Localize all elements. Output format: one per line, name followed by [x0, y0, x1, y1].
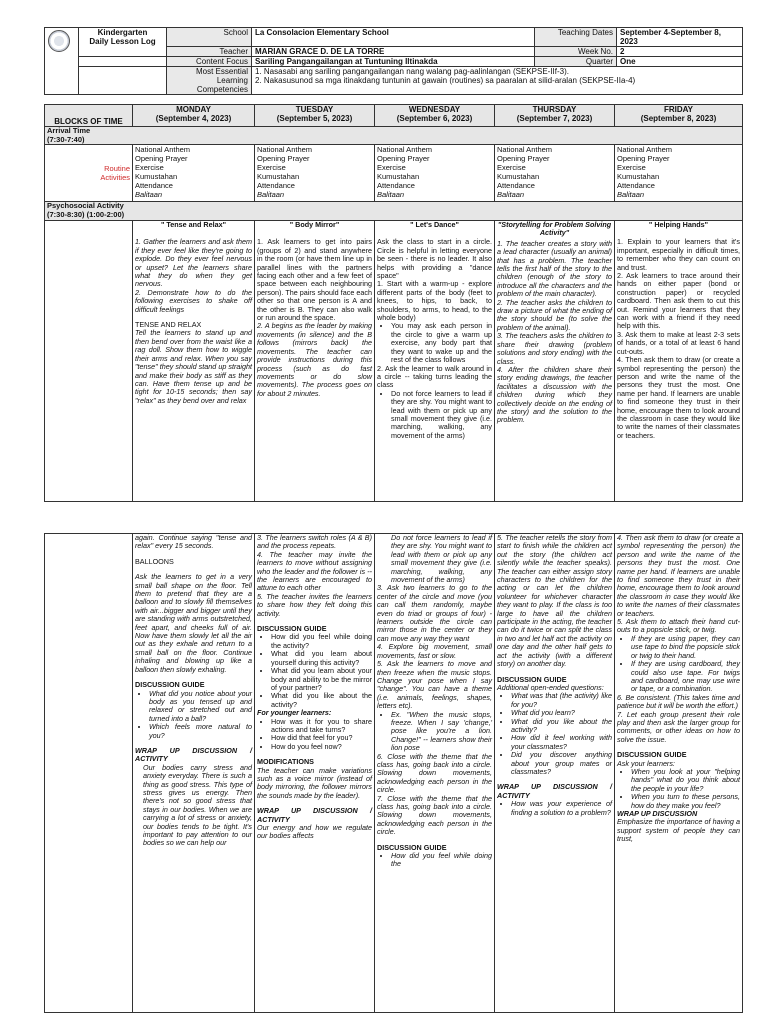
header-table [44, 27, 743, 95]
teaching-dates-label: Teaching Dates [535, 28, 617, 47]
arrival-time-section [45, 127, 743, 145]
week-no-label: Week No. [535, 47, 617, 57]
blocks-blank-cell [45, 221, 133, 502]
friday-activity-cell: " Helping Hands" 1. Explain to your learners that it's important, especially in difficult times, to remember who they can count on and trust. 2. Ask learners to trace around their hands on either paper (bond or construction paper) or recycled cardboard. Then ask them to cut this out. Remind your learners that they can work with a friend if they need help with this. 3. Ask them to make at least 2-3 sets of hands, or a total of at least 6 hand cut-outs. 4. Then ask them to draw (or create a symbol representing the person) the person and write the name of the persons they trust the most. One name per hand. If learners are unable to find someone they trust in their home, encourage them to look around the classroom in case they would like to write the names of their classmates or teachers. [615, 221, 743, 502]
tuesday-continued-cell: 3. The learners switch roles (A & B) and the process repeats. 4. The teacher may invite the learners to move without assigning who the leader and the follower is -- the learners are encouraged to attune to each other 5. The teacher invites the learners to share how they felt doing this activity. DISCUSSION GUIDE • How did you feel while doing the activity? • What did you learn about yourself during this activity? • What did you learn about your body and ability to be the mirror of your partner? • What did you like about the activity? For younger learners: • How was it for you to share actions and take turns? • How did that feel for you? • How do you feel now? MODIFICATIONS The teacher can make variations such as a voice mirror (instead of body mirroring, the follower mirrors the sounds made by the leader). WRAP UP DISCUSSION / ACTIVITY Our energy and how we regulate our bodies affects [255, 534, 375, 1013]
activity-title: " Body Mirror" [289, 220, 340, 229]
routine-list-tuesday: National Anthem Opening Prayer Exercise Kumustahan Attendance Balitaan [255, 145, 375, 202]
mel-label: Most Essential Learning Competencies [167, 67, 252, 95]
day-header-friday: FRIDAY (September 8, 2023) [615, 105, 743, 127]
arrival-time: (7:30-7:40) [47, 134, 85, 144]
lesson-table-page-2 [44, 533, 743, 1013]
quarter-value: One [617, 57, 743, 67]
psychosocial-label: Psychosocial Activity [47, 201, 124, 210]
kg-title: Kindergarten [97, 28, 148, 37]
school-label: School [167, 28, 252, 47]
activity-title: " Helping Hands" [648, 220, 709, 229]
school-value: La Consolacion Elementary School [252, 28, 535, 47]
tuesday-activity-cell: " Body Mirror" 1. Ask learners to get into pairs (groups of 2) and stand anywhere in the room (or have them line up in parallel lines with the partners facing each other and a few feet of space between each neighbouring person). The pairs should face each other so that one person is A and the other is B. They can also walk or run around the space. 2. A begins as the leader by making movements (in silence) and the B follows (mirrors back) the movements. The teacher can provide instructions during this process (such as do fast movements or do slow movements). The process goes on for about 2 minutes. [255, 221, 375, 502]
teacher-label: Teacher [167, 47, 252, 57]
week-no-value: 2 [617, 47, 743, 57]
psychosocial-section [45, 202, 743, 221]
kg-title-cell [79, 28, 167, 57]
teaching-dates-value: September 4-September 8, 2023 [617, 28, 743, 47]
content-focus-value: Sariling Pangangailangan at Tuntuning Iltinakda [252, 57, 535, 67]
mel-item: 2. Nakasusunod sa mga itinakdang tuntunin at gawain (routines) sa paaralan at silid-aralan (SEKPSE-IIa-4) [255, 76, 636, 85]
arrival-label: Arrival Time [47, 126, 91, 135]
kg-blank-cell [79, 67, 167, 95]
activity-title: "Storytelling for Problem Solving Activity" [497, 220, 612, 238]
routine-activities-label: Routine Activities [45, 145, 133, 202]
activity-title: " Let's Dance" [410, 220, 459, 229]
day-header-monday: MONDAY (September 4, 2023) [133, 105, 255, 127]
teacher-value: MARIAN GRACE D. DE LA TORRE [252, 47, 535, 57]
day-header-wednesday: WEDNESDAY (September 6, 2023) [375, 105, 495, 127]
day-header-tuesday: TUESDAY (September 5, 2023) [255, 105, 375, 127]
mel-item: 1. Nasasabi ang sariling pangangailangan nang walang pag-aalinlangan (SEKPSE-IIf-3). [255, 67, 569, 76]
mel-value [252, 67, 743, 95]
monday-activity-cell: " Tense and Relax" 1. Gather the learners and ask them if they ever feel like they're going to explode. Do they ever feel nervous or upset? Let the learners share what they do when they get nervous. 2. Demonstrate how to do the following exercises to shake off difficult feelings TENSE AND RELAX Tell the learners to stand up and then bend over from the waist like a rag doll. Show them how to wiggle their arms and relax. When you say "tense" they should stand up straight and make their body as stiff as they can. Have them tense up and be tight for 10-15 seconds; then say "relax" as they bend over and relax [133, 221, 255, 502]
day-header-thursday: THURSDAY (September 7, 2023) [495, 105, 615, 127]
wednesday-continued-cell: Do not force learners to lead if they are shy. You might want to lead with them or pick up any small movement they give (i.e. marching, walking, any movement of the arms) 3. Ask two learners to go to the center of the circle and move (you can call them randomly, maybe even do triad or groups of four) - learners outside the circle can mirror those in the center or they can move any way they want 4. Explore big movement, small movements, fast or slow. 5. Ask the learners to move and then freeze when the music stops. Change your pose when I say "change". You can have a theme (i.e. animals, feelings, shapes, letters etc). • Ex. "When the music stops, freeze. When I say 'change,' pose like you're a lion. Change!" -- learners show their lion pose 6. Close with the theme that the class has, going back into a circle. Slowing down movements, acknowledging each person in the circle. 7. Close with the theme that the class has, going back into a circle. Slowing down movements, acknowledging each person in the circle. DISCUSSION GUIDE • How did you feel while doing the [375, 534, 495, 1013]
blocks-of-time-header: BLOCKS OF TIME [45, 105, 133, 127]
monday-continued-cell: again. Continue saying "tense and relax" every 15 seconds. BALLOONS Ask the learners to get in a very small ball shape on the floor. Tell them to pretend that they are a balloon and to slowly fill themselves with air...bigger and bigger until they are standing with arms outstretched, feet apart, and cheeks full of air. Now have them slowly let all the air out as they exhale and return to a small ball on the floor. Continue inhaling and blowing up like a balloon then slowly exhaling. DISCUSSION GUIDE • What did you notice about your body as you tensed up and relaxed or stretched out and turned into a ball? • Which feels more natural to you? WRAP UP DISCUSSION / ACTIVITY Our bodies carry stress and anxiety everyday. There is such a thing as good stress. This type of stress gives us energy. Then there's not so good stress that stays in our bodies. When we are carrying a lot of stress or anxiety, our bodies tends to be tight. It's important to pay attention to our bodies so we can help our [133, 534, 255, 1013]
deped-seal-icon [48, 30, 70, 52]
routine-list-friday: National Anthem Opening Prayer Exercise Kumustahan Attendance Balitaan [615, 145, 743, 202]
quarter-label: Quarter [535, 57, 617, 67]
routine-list-thursday: National Anthem Opening Prayer Exercise Kumustahan Attendance Balitaan [495, 145, 615, 202]
logo-cell [45, 28, 79, 95]
activity-title: " Tense and Relax" [160, 220, 226, 229]
thursday-activity-cell: "Storytelling for Problem Solving Activity" 1. The teacher creates a story with a lead character (usually an animal) that has a problem. The teacher tells the first half of the story to the children (enough of the story to introduce all the characters and the problem of the main character). 2. The teacher asks the children to draw a picture of what the ending of the story should be (to solve the problem of the animal). 3. The teachers asks the children to share their drawing (problem solutions and story ending) with the class. 4. After the children share their story ending drawings, the teacher facilitates a discussion with the children during which they collectively decide on the ending of the story) and the solution to the problem. [495, 221, 615, 502]
kg-blank-cell [79, 57, 167, 67]
friday-continued-cell: 4. Then ask them to draw (or create a symbol representing the person) the person and write the name of the persons they trust the most. One name per hand. If learners are unable to find someone they trust in their home, encourage them to look around the classroom in case they would like to write the names of their classmates or teachers. 5. Ask them to attach their hand cut-outs to a popsicle stick, or twig. • If they are using paper, they can use tape to bind the popsicle stick or twig to their hand. • If they are using cardboard, they could also use tape. For twigs and cardboard, one may use wire or tape, or a combination. 6. Be consistent. (This takes time and patience but it will be worth the effort.) 7. Let each group present their role play and then ask the larger group for comments, or other ideas on how to solve the issue. DISCUSSION GUIDE Ask your learners: • When you look at your "helping hands" what do you think about the people in your life? • When you turn to these persons, how do they make you feel? WRAP UP DISCUSSION Emphasize the importance of having a support system of people they can trust, [615, 534, 743, 1013]
wednesday-activity-cell: " Let's Dance" Ask the class to start in a circle. Circle is helpful in letting everyone be seen - there is no leader. It also helps with providing a "dance space" 1. Start with a warm-up - explore different parts of the body (feet to knees, to hips, to back, to shoulders, to arms, to head, to the whole body) • You may ask each person in the circle to give a warm up exercise, any body part that they want to wake up and the rest of the class follows 2. Ask the learner to walk around in a circle -- taking turns leading the class • Do not force learners to lead if they are shy. You might want to lead with them or pick up any small movement they give (i.e. marching, walking, any movement of the arms) [375, 221, 495, 502]
lesson-table-page-1 [44, 104, 743, 502]
content-focus-label: Content Focus [167, 57, 252, 67]
routine-list-wednesday: National Anthem Opening Prayer Exercise Kumustahan Attendance Balitaan [375, 145, 495, 202]
thursday-continued-cell: 5. The teacher retells the story from start to finish while the children act out the story (the children act silently while the teacher speaks). The teacher can either assign story characters to the children for the acting or can let the children volunteer for whichever character they want to play. If the class is too large to have all the children participate in the acting, the teacher can do it twice or can split the class in two and let half act the activity on one day and the other half gets to act the activity (with a different story) on another day. DISCUSSION GUIDE Additional open-ended questions: • What was that (the activity) like for you? • What did you learn? • What did you like about the activity? • How did it feel working with your classmates? • Did you discover anything about your group mates or classmates? WRAP UP DISCUSSION / ACTIVITY • How was your experience of finding a solution to a problem? [495, 534, 615, 1013]
routine-list-monday: National Anthem Opening Prayer Exercise Kumustahan Attendance Balitaan [133, 145, 255, 202]
blocks-blank-cell [45, 534, 133, 1013]
kg-subtitle: Daily Lesson Log [89, 37, 156, 46]
psychosocial-time: (7:30-8:30) (1:00-2:00) [47, 209, 125, 219]
